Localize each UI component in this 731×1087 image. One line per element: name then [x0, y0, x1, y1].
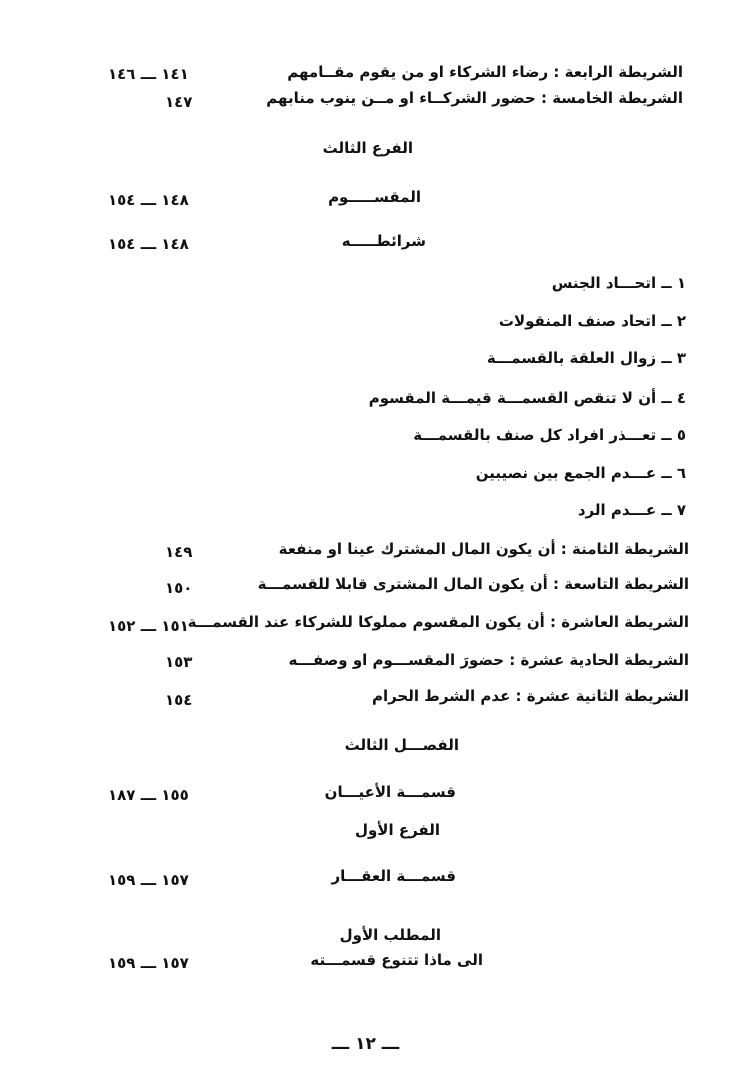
toc-subitem: ٢ ــ اتحاد صنف المنقولات [498, 312, 686, 330]
toc-entry-pages: ١٤٨ ـــ ١٥٤ [108, 235, 189, 253]
toc-subitem: ٥ ــ تعـــذر افراد كل صنف بالقسمـــة [413, 426, 686, 444]
section-heading: الفرع الأول [354, 821, 440, 839]
toc-entry-pages: ١٥٤ [165, 691, 193, 709]
toc-entry-pages: ١٥٧ ـــ ١٥٩ [108, 871, 189, 889]
toc-entry-pages: ١٥٠ [165, 579, 193, 597]
toc-entry-text: الى ماذا تتنوع قسمـــته [310, 951, 483, 969]
toc-entry-pages: ١٥٣ [165, 653, 193, 671]
toc-subitem: ٦ ــ عـــدم الجمع بين نصيبين [475, 464, 686, 482]
toc-entry-text: الشريطة الحادية عشرة : حضورَ المقســـوم او وصفـــه [288, 651, 689, 669]
subsection-heading: المطلب الأول [339, 926, 441, 944]
toc-entry-pages: ١٥٧ ـــ ١٥٩ [108, 954, 189, 972]
section-heading: الفرع الثالث [322, 139, 413, 157]
toc-subitem: ١ ــ اتحـــاد الجنس [551, 274, 686, 292]
toc-entry-pages: ١٤٩ [165, 543, 193, 561]
toc-entry-text: قسمـــة العقـــار [331, 867, 456, 885]
toc-entry-text: الشريطة الخامسة : حضور الشركــاء او مــن ينوب منابهم [266, 89, 683, 107]
toc-entry-text: قسمـــة الأعيـــان [324, 783, 456, 801]
toc-entry-pages: ١٤١ ـــ ١٤٦ [108, 65, 189, 83]
toc-entry-text: الشريطة الثانية عشرة : عدم الشرط الحرام [371, 687, 689, 705]
toc-subitem: ٣ ــ زوال العلقة بالقسمـــة [486, 349, 686, 367]
toc-entry-text: الشريطة الرابعة : رضاء الشركاء او من يقوم مقــامهم [287, 63, 683, 81]
toc-subitem: ٧ ــ عـــدم الرد [577, 501, 686, 519]
toc-entry-text: شرائطـــــه [341, 232, 426, 250]
toc-entry-pages: ١٥٥ ـــ ١٨٧ [108, 786, 189, 804]
toc-entry-pages: ١٥١ ـــ ١٥٢ [108, 617, 189, 635]
toc-entry-pages: ١٤٨ ـــ ١٥٤ [108, 191, 189, 209]
toc-entry-text: المقســـــوم [328, 188, 421, 206]
page-number: ـــ ١٢ ـــ [331, 1034, 400, 1054]
chapter-heading: الفصـــل الثالث [344, 736, 459, 754]
toc-entry-text: الشريطة التاسعة : أن يكون المال المشترى قابلا للقسمـــة [257, 575, 689, 593]
toc-subitem: ٤ ــ أن لا تنقص القسمـــة قيمـــة المقسوم [368, 389, 686, 407]
toc-entry-pages: ١٤٧ [165, 93, 193, 111]
toc-entry-text: الشريطة الثامنة : أن يكون المال المشترك عينا او منفعة [278, 540, 689, 558]
toc-entry-text: الشريطة العاشرة : أن يكون المقسوم مملوكا للشركاء عند القسمـــة [187, 613, 689, 631]
